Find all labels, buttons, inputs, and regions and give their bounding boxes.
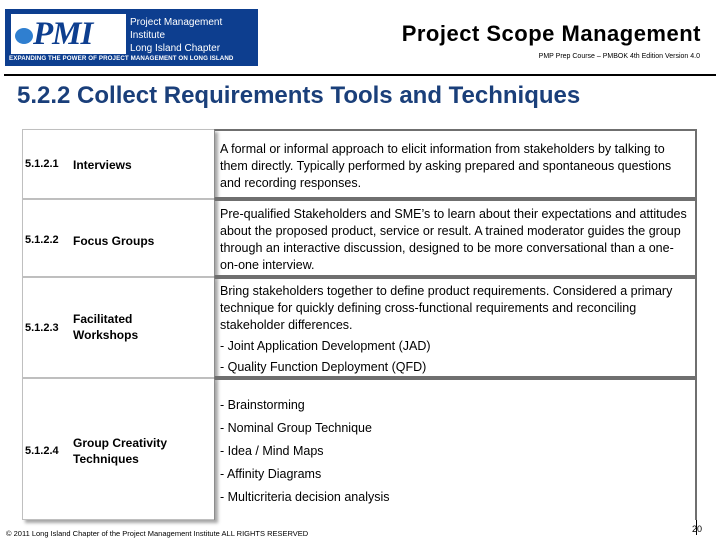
description-cell <box>214 277 697 378</box>
technique-name: Interviews <box>73 158 132 172</box>
description-cell <box>214 129 697 199</box>
table-row <box>22 199 697 277</box>
technique-description: A formal or informal approach to elicit information from stakeholders by talking to them directly. Typically performed by asking prepared and spontaneous questions and recording responses. <box>220 142 672 190</box>
page-heading: 5.2.2 Collect Requirements Tools and Techniques <box>17 82 581 109</box>
technique-cell <box>22 378 215 520</box>
pmi-letters: PMI <box>33 16 93 52</box>
description-text: Bring stakeholders together to define product requirements. Considered a primary technique for quickly defining cross-functional requirements and reconciling stakeholder differences. <box>220 284 673 332</box>
technique-name: Focus Groups <box>73 234 155 248</box>
technique-description <box>220 283 689 376</box>
technique-cell <box>22 277 215 378</box>
technique-number: 5.1.2.2 <box>25 234 59 246</box>
list-item: - Nominal Group Technique <box>220 421 372 435</box>
logo-tagline: EXPANDING THE POWER OF PROJECT MANAGEMENT ON LONG ISLAND <box>9 55 234 62</box>
list-item: - Idea / Mind Maps <box>220 444 324 458</box>
technique-cell <box>22 199 215 277</box>
copyright-footer: © 2011 Long Island Chapter of the Project Management Institute ALL RIGHTS RESERVED <box>6 529 309 538</box>
list-item: - Brainstorming <box>220 398 305 412</box>
list-item: - Affinity Diagrams <box>220 467 322 481</box>
pmi-logo <box>5 9 258 66</box>
technique-number: 5.1.2.3 <box>25 322 59 334</box>
technique-name: Facilitated Workshops <box>73 312 139 342</box>
swoosh-icon <box>15 28 33 44</box>
technique-description <box>220 397 689 506</box>
org-name <box>130 16 258 55</box>
technique-number: 5.1.2.4 <box>25 445 59 457</box>
list-item: - Joint Application Development (JAD) <box>220 339 431 353</box>
description-cell <box>214 199 697 277</box>
pmi-mark <box>10 13 127 55</box>
list-item: - Quality Function Deployment (QFD) <box>220 360 427 374</box>
slide-title: Project Scope Management <box>401 21 701 46</box>
course-label: PMP Prep Course – PMBOK 4th Edition Version 4.0 <box>538 53 700 60</box>
page-number: 20 <box>691 524 702 534</box>
technique-number: 5.1.2.1 <box>25 158 59 170</box>
technique-name: Group Creativity Techniques <box>73 436 168 466</box>
org-line-2: Long Island Chapter <box>130 43 221 54</box>
table-row <box>22 129 697 199</box>
description-cell <box>214 378 697 520</box>
list-item: - Multicriteria decision analysis <box>220 490 390 504</box>
table-row <box>22 277 697 378</box>
table-row <box>22 378 697 520</box>
header-divider <box>4 74 716 76</box>
technique-description: Pre-qualified Stakeholders and SME’s to learn about their expectations and attitudes about the proposed product, service or result. A trained moderator guides the group through an interactive discussion, designed to be more conversational than a one-on-one interview. <box>220 207 687 272</box>
technique-cell <box>22 129 215 199</box>
org-line-1: Project Management Institute <box>130 17 223 41</box>
